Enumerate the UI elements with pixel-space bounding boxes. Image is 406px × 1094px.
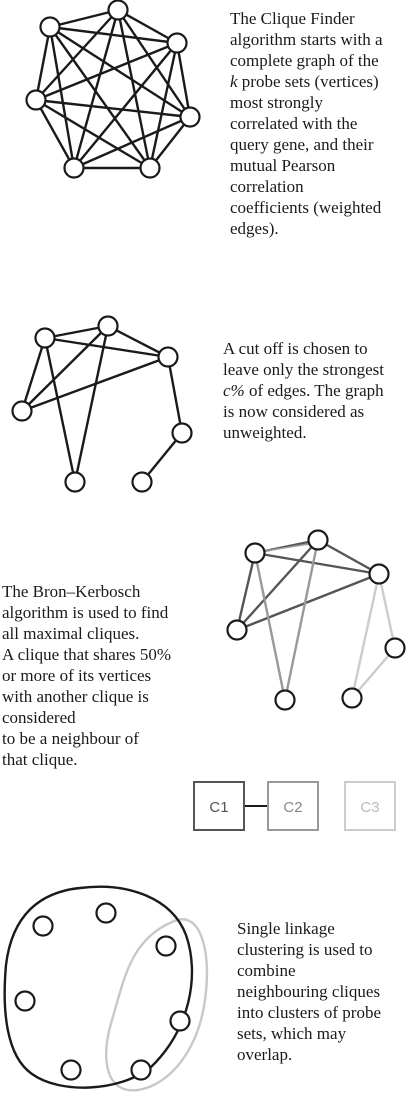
text-line: A cut off is chosen to <box>223 339 368 358</box>
text-line: all maximal cliques. <box>2 624 140 643</box>
panel4-description <box>237 918 406 1065</box>
text-line: algorithm starts with a <box>230 30 383 49</box>
text-line: with another clique is <box>2 687 149 706</box>
vertex <box>228 621 247 640</box>
vertex <box>141 159 160 178</box>
vertex <box>386 639 405 658</box>
text-line: A clique that shares 50% <box>2 645 172 664</box>
text-fragment: of edges. The graph <box>244 381 384 400</box>
text-line: algorithm is used to find <box>2 603 169 622</box>
vertex <box>16 992 35 1011</box>
text-line: neighbouring cliques <box>237 982 381 1001</box>
text-line: edges). <box>230 219 279 238</box>
text-line: combine <box>237 961 296 980</box>
vertex <box>168 34 187 53</box>
vertex <box>66 473 85 492</box>
vertex <box>27 91 46 110</box>
text-line: overlap. <box>237 1045 293 1064</box>
vertex <box>159 348 178 367</box>
vertex <box>62 1061 81 1080</box>
vertex <box>157 937 176 956</box>
vertex <box>246 544 265 563</box>
variable-k: k <box>230 72 238 91</box>
clique-boxes <box>194 782 395 830</box>
text-line: to be a neighbour of <box>2 729 139 748</box>
panel1-description <box>230 8 406 239</box>
text-line: into clusters of probe <box>237 1003 381 1022</box>
text-fragment: probe sets (vertices) <box>237 72 379 91</box>
text-line: that clique. <box>2 750 78 769</box>
text-line: complete graph of the <box>230 51 379 70</box>
text-line <box>223 380 406 401</box>
text-line: sets, which may <box>237 1024 347 1043</box>
vertex <box>65 159 84 178</box>
panel3-description <box>2 581 202 770</box>
vertex <box>370 565 389 584</box>
vertex <box>13 402 32 421</box>
clique-label-c1: C1 <box>209 799 229 816</box>
text-line <box>230 71 406 92</box>
text-line: or more of its vertices <box>2 666 152 685</box>
clique-label-c2: C2 <box>283 799 303 816</box>
text-line: unweighted. <box>223 423 307 442</box>
vertex <box>181 108 200 127</box>
text-line: Single linkage <box>237 919 335 938</box>
text-line: correlation <box>230 177 304 196</box>
vertex <box>171 1012 190 1031</box>
vertex <box>309 531 328 550</box>
clique-label-c3: C3 <box>360 799 380 816</box>
text-line: clustering is used to <box>237 940 373 959</box>
complete-graph <box>36 10 190 168</box>
text-line: most strongly <box>230 93 324 112</box>
clique-graph <box>237 540 395 700</box>
thresholded-graph <box>22 326 182 482</box>
vertex <box>276 691 295 710</box>
text-line: correlated with the <box>230 114 358 133</box>
text-line: leave only the strongest <box>223 360 384 379</box>
vertex <box>109 1 128 20</box>
vertex <box>133 473 152 492</box>
text-line: coefficients (weighted <box>230 198 382 217</box>
clique-graph-vertices <box>228 531 405 710</box>
vertex <box>99 317 118 336</box>
text-line: The Bron–Kerbosch <box>2 582 141 601</box>
text-line: considered <box>2 708 76 727</box>
vertex <box>97 904 116 923</box>
text-line: is now considered as <box>223 402 365 421</box>
vertex <box>343 689 362 708</box>
variable-c: c% <box>223 381 245 400</box>
panel2-description <box>223 338 406 443</box>
text-line: query gene, and their <box>230 135 374 154</box>
text-line: The Clique Finder <box>230 9 355 28</box>
vertex <box>34 917 53 936</box>
vertex <box>41 18 60 37</box>
vertex <box>173 424 192 443</box>
vertex <box>132 1061 151 1080</box>
text-line: mutual Pearson <box>230 156 336 175</box>
vertex <box>36 329 55 348</box>
